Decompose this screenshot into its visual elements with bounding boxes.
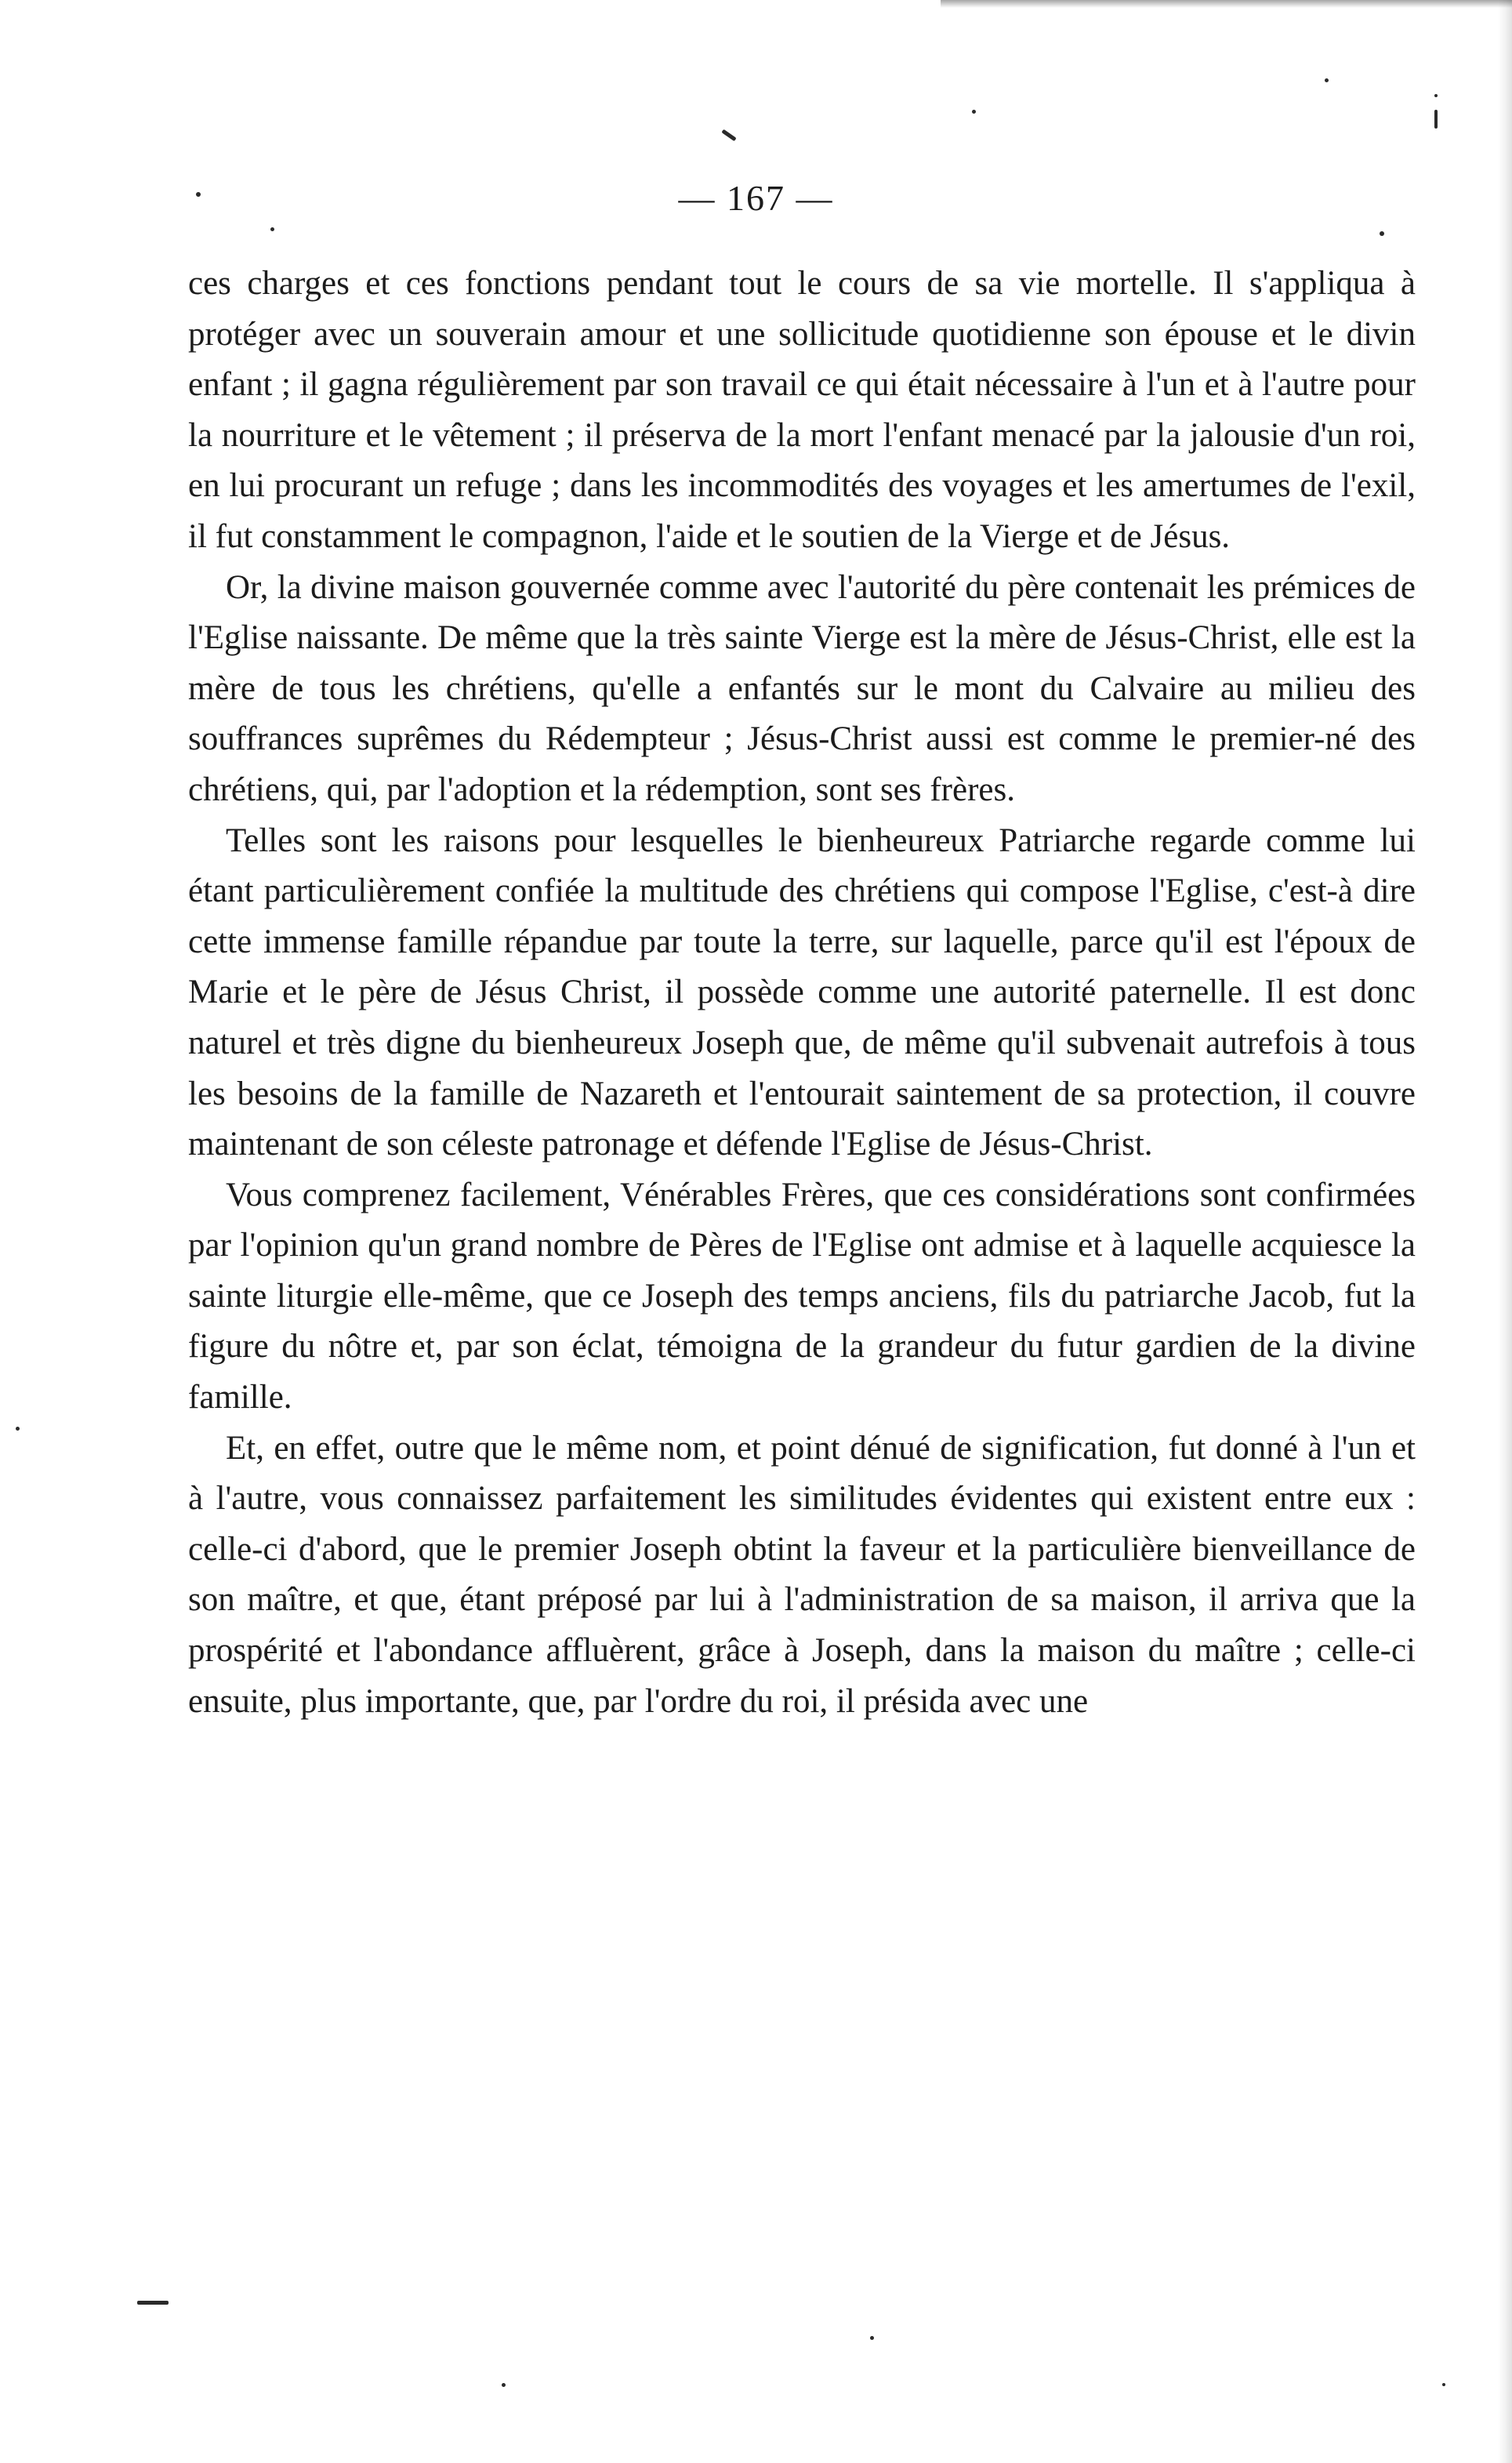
scan-speck bbox=[196, 192, 201, 197]
scan-mark bbox=[137, 2301, 169, 2305]
body-text bbox=[188, 259, 1416, 1727]
scan-speck bbox=[1442, 2383, 1445, 2386]
scan-speck bbox=[502, 2383, 506, 2387]
scan-mark bbox=[721, 129, 736, 142]
paragraph-5: Et, en effet, outre que le même nom, et point dénué de signification, fut donné à l'un et à l'autre, vous connaissez parfaitement les similitudes évidentes qui existent entre eux : celle-ci d'abord, que le premier Joseph obtint la faveur et la particulière bienveillance de son maître, et que, étant préposé par lui à l'administration de sa maison, il arriva que la prospérité et l'abondance affluèrent, grâce à Joseph, dans la maison du maître ; celle-ci ensuite, plus importante, que, par l'ordre du roi, il présida avec une bbox=[188, 1429, 1416, 1720]
scan-speck bbox=[1380, 231, 1384, 236]
scan-mark bbox=[1434, 110, 1438, 129]
scan-shadow-top bbox=[941, 0, 1512, 8]
paragraph-3: Telles sont les raisons pour lesquelles le bienheureux Patriarche regarde comme lui étant particulièrement confiée la multitude des chrétiens qui compose l'Eglise, c'est-à dire cette immense famille répandue par toute la terre, sur laquelle, parce qu'il est l'époux de Marie et le père de Jésus Christ, il possède comme une autorité paternelle. Il est donc naturel et très digne du bienheureux Joseph que, de même qu'il subvenait autrefois à tous les besoins de la famille de Nazareth et l'entourait saintement de sa protection, il couvre maintenant de son céleste patronage et défende l'Eglise de Jésus-Christ. bbox=[188, 822, 1416, 1163]
paragraph-4: Vous comprenez facilement, Vénérables Frères, que ces considérations sont confirmées par l'opinion qu'un grand nombre de Pères de l'Eglise ont admise et à laquelle acquiesce la sainte liturgie elle-même, que ce Joseph des temps anciens, fils du patriarche Jacob, fut la figure du nôtre et, par son éclat, témoigna de la grandeur du futur gardien de la divine famille. bbox=[188, 1176, 1416, 1416]
scan-speck bbox=[870, 2336, 874, 2340]
paragraph-2: Or, la divine maison gouvernée comme avec l'autorité du père contenait les prémices de l'Eglise naissante. De même que la très sainte Vierge est la mère de Jésus-Christ, elle est la mère de tous les chrétiens, qu'elle a enfantés sur le mont du Calvaire au milieu des souffrances suprêmes du Rédempteur ; Jésus-Christ aussi est comme le premier-né des chrétiens, qui, par l'adoption et la rédemption, sont ses frères. bbox=[188, 568, 1416, 808]
scan-speck bbox=[972, 110, 976, 114]
scan-speck bbox=[270, 227, 274, 231]
page-number: — 167 — bbox=[678, 178, 834, 218]
scan-speck bbox=[1434, 94, 1438, 97]
scan-speck bbox=[1325, 78, 1329, 82]
scan-shadow-right bbox=[1498, 0, 1512, 2463]
scan-speck bbox=[16, 1427, 20, 1431]
paragraph-1: ces charges et ces fonctions pendant tout le cours de sa vie mortelle. Il s'appliqua à protéger avec un souverain amour et une sollicitude quotidienne son épouse et le divin enfant ; il gagna régulièrement par son travail ce qui était nécessaire à l'un et à l'autre pour la nourriture et le vêtement ; il préserva de la mort l'enfant menacé par la jalousie d'un roi, en lui procurant un refuge ; dans les incommodités des voyages et les amertumes de l'exil, il fut constamment le compagnon, l'aide et le soutien de la Vierge et de Jésus. bbox=[188, 265, 1416, 555]
